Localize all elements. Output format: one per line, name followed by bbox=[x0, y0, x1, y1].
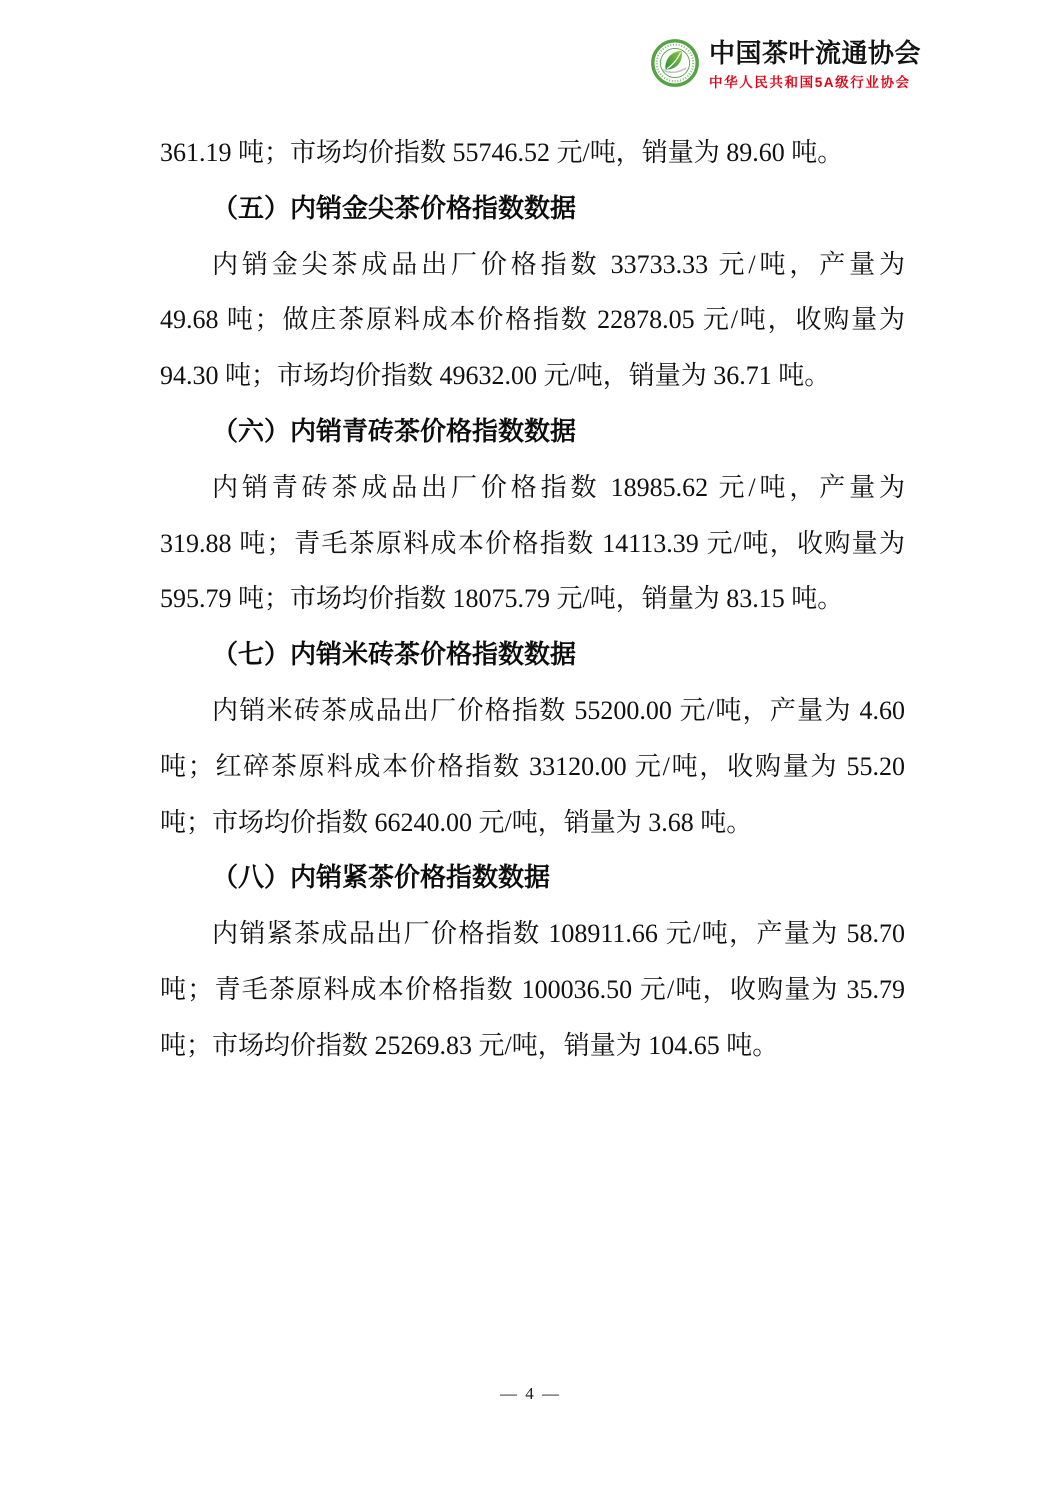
paragraph-line: 吨；市场均价指数 25269.83 元/吨，销量为 104.65 吨。 bbox=[160, 1030, 779, 1060]
section-heading-8: （八）内销紧茶价格指数数据 bbox=[212, 862, 551, 893]
carryover-paragraph-line: 361.19 吨；市场均价指数 55746.52 元/吨，销量为 89.60 吨。 bbox=[160, 138, 844, 167]
paragraph-line: 319.88 吨；青毛茶原料成本价格指数 14113.39 元/吨，收购量为 bbox=[160, 528, 905, 558]
section-heading-7: （七）内销米砖茶价格指数数据 bbox=[212, 639, 577, 670]
org-subtitle: 中华人民共和国5A级行业协会 bbox=[709, 75, 911, 90]
paragraph-line: 内销金尖茶成品出厂价格指数 33733.33 元/吨，产量为 bbox=[212, 249, 905, 279]
paragraph-line: 吨；市场均价指数 66240.00 元/吨，销量为 3.68 吨。 bbox=[160, 807, 753, 837]
org-name: 中国茶叶流通协会 bbox=[709, 39, 922, 68]
paragraph-line: 吨；红碎茶原料成本价格指数 33120.00 元/吨，收购量为 55.20 bbox=[160, 751, 905, 781]
tea-leaf-emblem-icon bbox=[650, 38, 700, 88]
letterhead bbox=[650, 38, 921, 91]
section-heading-5: （五）内销金尖茶价格指数数据 bbox=[212, 192, 577, 223]
section-heading-6: （六）内销青砖茶价格指数数据 bbox=[212, 415, 577, 446]
paragraph-line: 49.68 吨；做庄茶原料成本价格指数 22878.05 元/吨，收购量为 bbox=[160, 305, 905, 335]
paragraph-line: 内销紧茶成品出厂价格指数 108911.66 元/吨，产量为 58.70 bbox=[212, 919, 905, 949]
document-body bbox=[160, 125, 905, 1074]
paragraph-line: 595.79 吨；市场均价指数 18075.79 元/吨，销量为 83.15 吨。 bbox=[160, 584, 844, 614]
paragraph-line: 94.30 吨；市场均价指数 49632.00 元/吨，销量为 36.71 吨。 bbox=[160, 361, 831, 391]
paragraph-line: 内销米砖茶成品出厂价格指数 55200.00 元/吨，产量为 4.60 bbox=[212, 695, 905, 725]
logo-text bbox=[709, 38, 921, 91]
paragraph-line: 吨；青毛茶原料成本价格指数 100036.50 元/吨，收购量为 35.79 bbox=[160, 974, 905, 1004]
page-footer bbox=[0, 1384, 1061, 1404]
paragraph-line: 内销青砖茶成品出厂价格指数 18985.62 元/吨，产量为 bbox=[212, 472, 905, 502]
page-number: — 4 — bbox=[500, 1384, 561, 1403]
